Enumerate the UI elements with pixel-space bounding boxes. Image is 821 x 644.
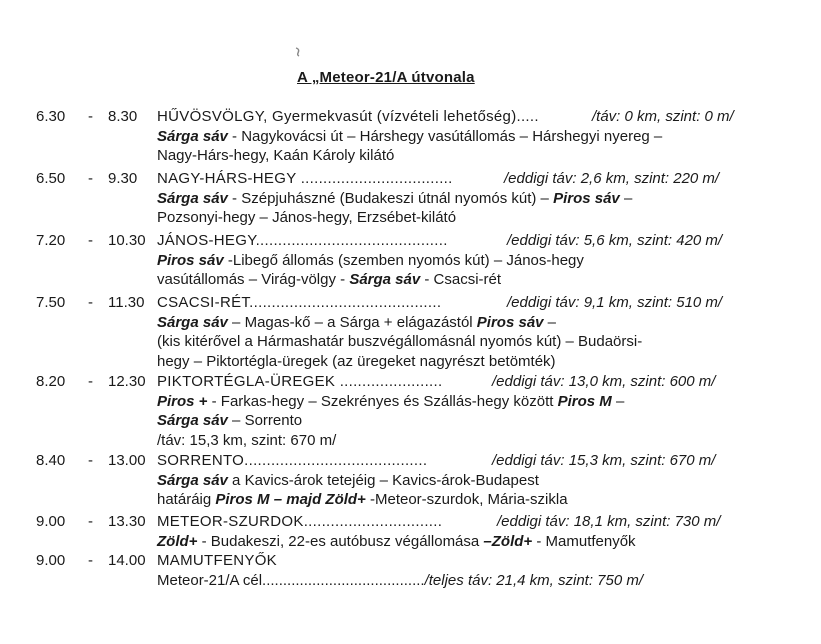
- distance-info: /eddigi táv: 13,0 km, szint: 600 m/: [492, 373, 716, 390]
- distance-info: /eddigi táv: 5,6 km, szint: 420 m/: [507, 232, 723, 249]
- time-from: 8.40: [36, 452, 66, 469]
- time-from: 6.30: [36, 108, 66, 125]
- trail-marker: Piros M: [557, 392, 612, 410]
- trail-marker: –Zöld+: [483, 532, 533, 550]
- description-line: [157, 209, 456, 227]
- time-from: 8.20: [36, 373, 66, 390]
- time-separator: -: [88, 452, 93, 469]
- description-line: [157, 432, 336, 450]
- description-line: [157, 252, 584, 270]
- description-line: [157, 412, 302, 430]
- time-from: 9.00: [36, 513, 66, 530]
- description-text: /táv: 15,3 km, szint: 670 m/: [157, 431, 337, 449]
- place-name: MAMUTFENYŐK: [157, 552, 277, 569]
- page-title: A „Meteor-21/A útvonala: [297, 69, 475, 86]
- description-text: hegy – Piktortégla-üregek (az üregeket nagyrészt betömték): [157, 352, 556, 370]
- trail-marker: Piros M – majd Zöld+: [215, 491, 366, 508]
- time-to: 12.30: [108, 373, 146, 390]
- trail-marker: Sárga sáv: [157, 127, 228, 145]
- time-to: 13.30: [108, 513, 146, 530]
- description-text: - Csacsi-rét: [420, 271, 502, 288]
- place-name: METEOR-SZURDOK...............................: [157, 513, 443, 530]
- trail-marker: Sárga sáv: [157, 313, 228, 331]
- description-text: -Libegő állomás (szemben nyomós kút) – János-hegy: [223, 251, 584, 269]
- trail-marker: Sárga sáv: [157, 471, 228, 489]
- time-to: 14.00: [108, 552, 146, 569]
- description-text: - Budakeszi, 22-es autóbusz végállomása: [197, 532, 484, 550]
- time-separator: -: [88, 513, 93, 530]
- description-line: [157, 393, 624, 411]
- distance-info: /eddigi táv: 9,1 km, szint: 510 m/: [507, 294, 723, 311]
- description-line: [157, 353, 556, 371]
- ink-mark-icon: [294, 44, 302, 54]
- time-from: 6.50: [36, 170, 66, 187]
- time-to: 9.30: [108, 170, 138, 187]
- description-line: [157, 572, 643, 590]
- description-text: határáig: [157, 491, 216, 508]
- distance-info: /eddigi táv: 18,1 km, szint: 730 m/: [497, 513, 721, 530]
- description-text: –: [611, 392, 625, 410]
- description-text: - Szépjuhászné (Budakeszi útnál nyomós kút) –: [227, 189, 554, 207]
- description-line: [157, 533, 636, 551]
- time-to: 11.30: [108, 294, 145, 311]
- place-name: PIKTORTÉGLA-ÜREGEK .......................: [157, 373, 443, 390]
- time-separator: -: [88, 373, 93, 390]
- description-text: –: [619, 189, 633, 207]
- place-name: HŰVÖSVÖLGY, Gyermekvasút (vízvételi lehetőség).....: [157, 108, 539, 125]
- trail-marker: Piros sáv: [476, 313, 544, 331]
- description-line: [157, 271, 501, 289]
- description-text: – Sorrento: [227, 412, 303, 429]
- distance-info: /eddigi táv: 15,3 km, szint: 670 m/: [492, 452, 716, 469]
- description-text: - Farkas-hegy – Szekrényes és Szállás-hegy között: [207, 392, 558, 410]
- time-separator: -: [88, 552, 93, 569]
- description-text: vasútállomás – Virág-völgy -: [157, 271, 350, 288]
- description-text: Pozsonyi-hegy – János-hegy, Erzsébet-kilátó: [157, 209, 457, 226]
- time-separator: -: [88, 170, 93, 187]
- place-name: CSACSI-RÉT...........................................: [157, 294, 442, 311]
- description-text: Nagy-Hárs-hegy, Kaán Károly kilátó: [157, 147, 395, 164]
- description-line: [157, 333, 642, 351]
- time-from: 9.00: [36, 552, 66, 569]
- trail-marker: Sárga sáv: [157, 412, 228, 429]
- description-line: [157, 128, 662, 146]
- description-text: a Kavics-árok tetejéig – Kavics-árok-Budapest: [227, 471, 539, 489]
- description-line: [157, 472, 539, 490]
- time-from: 7.50: [36, 294, 66, 311]
- time-separator: -: [88, 232, 93, 249]
- description-line: [157, 314, 556, 332]
- description-text: /teljes táv: 21,4 km, szint: 750 m/: [424, 571, 644, 589]
- distance-info: /eddigi táv: 2,6 km, szint: 220 m/: [504, 170, 720, 187]
- time-to: 13.00: [108, 452, 146, 469]
- description-text: - Nagykovácsi út – Hárshegy vasútállomás – Hárshegyi nyereg –: [227, 127, 663, 145]
- time-separator: -: [88, 108, 93, 125]
- description-line: [157, 491, 568, 509]
- description-text: (kis kitérővel a Hármashatár buszvégállomásnál nyomós kút) – Budaörsi-: [157, 333, 643, 350]
- time-to: 8.30: [108, 108, 138, 125]
- place-name: SORRENTO.........................................: [157, 452, 428, 469]
- distance-info: /táv: 0 km, szint: 0 m/: [592, 108, 734, 125]
- trail-marker: Piros sáv: [157, 251, 224, 269]
- place-name: JÁNOS-HEGY...........................................: [157, 232, 448, 249]
- description-text: Meteor-21/A cél.......................................: [157, 571, 425, 589]
- time-to: 10.30: [108, 232, 146, 249]
- description-text: – Magas-kő – a Sárga + elágazástól: [227, 313, 477, 331]
- description-text: -Meteor-szurdok, Mária-szikla: [365, 491, 568, 508]
- trail-marker: Zöld+: [157, 532, 198, 550]
- description-text: –: [543, 313, 557, 331]
- description-line: [157, 147, 394, 165]
- time-from: 7.20: [36, 232, 66, 249]
- place-name: NAGY-HÁRS-HEGY ..................................: [157, 170, 453, 187]
- description-text: - Mamutfenyők: [532, 532, 636, 550]
- time-separator: -: [88, 294, 93, 311]
- trail-marker: Sárga sáv: [349, 271, 421, 288]
- description-line: [157, 190, 632, 208]
- trail-marker: Sárga sáv: [157, 189, 228, 207]
- trail-marker: Piros +: [157, 392, 208, 410]
- trail-marker: Piros sáv: [553, 189, 620, 207]
